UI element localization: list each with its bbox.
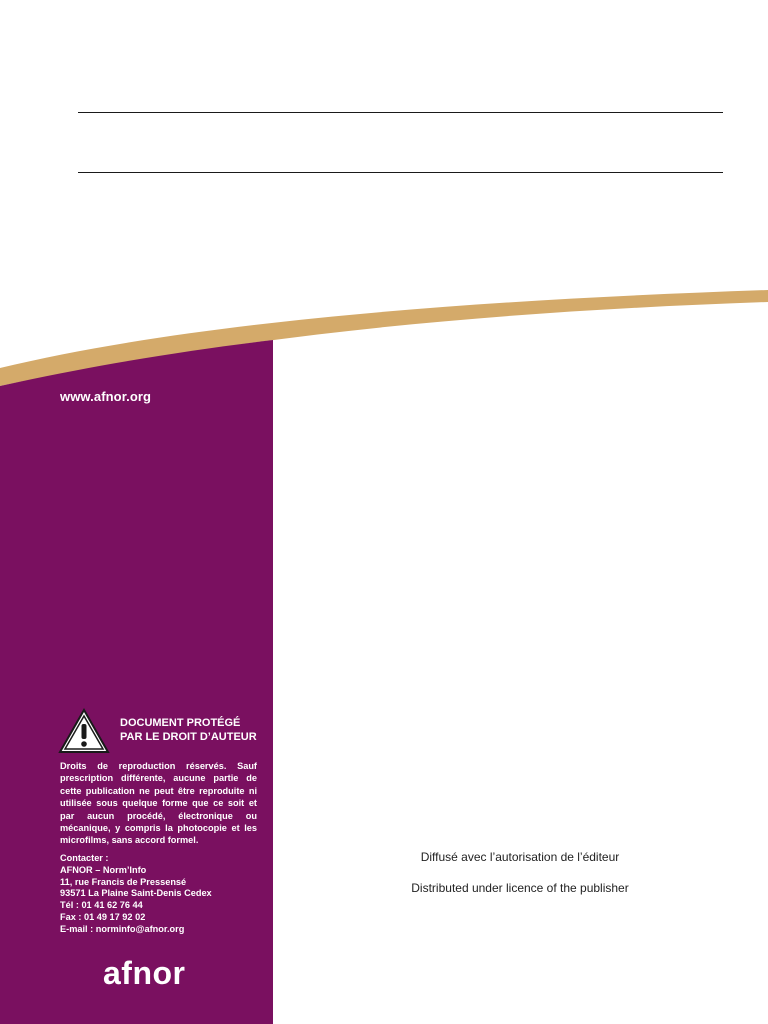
contact-email[interactable]: E-mail : norminfo@afnor.org [60, 923, 185, 934]
distribution-notice-en: Distributed under licence of the publisher [411, 881, 629, 895]
contact-tel: Tél : 01 41 62 76 44 [60, 900, 143, 911]
legal-notice: Droits de reproduction réservés. Sauf prescription différente, aucune partie de cette publication ne peut être reproduite ni utilisée sous quelque forme que ce soit et par aucun procédé, électronique ou mécanique, y compris la photocopie et les microfilms, sans accord formel. [60, 761, 257, 846]
warning-title-line2: PAR LE DROIT D’AUTEUR [120, 731, 257, 743]
warning-title [120, 716, 270, 744]
warning-title-line1: DOCUMENT PROTÉGÉ [120, 717, 241, 729]
contact-block [60, 853, 270, 936]
contact-org: AFNOR – Norm’Info [60, 864, 147, 875]
contact-heading: Contacter : [60, 853, 109, 863]
warning-triangle-icon [58, 708, 110, 754]
contact-fax: Fax : 01 49 17 92 02 [60, 911, 146, 922]
contact-street: 11, rue Francis de Pressensé [60, 876, 187, 887]
afnor-logo: afnor [103, 955, 186, 991]
distribution-notice-fr: Diffusé avec l’autorisation de l’éditeur [420, 850, 620, 864]
contact-city: 93571 La Plaine Saint-Denis Cedex [60, 888, 212, 899]
afnor-url[interactable]: www.afnor.org [60, 389, 152, 404]
